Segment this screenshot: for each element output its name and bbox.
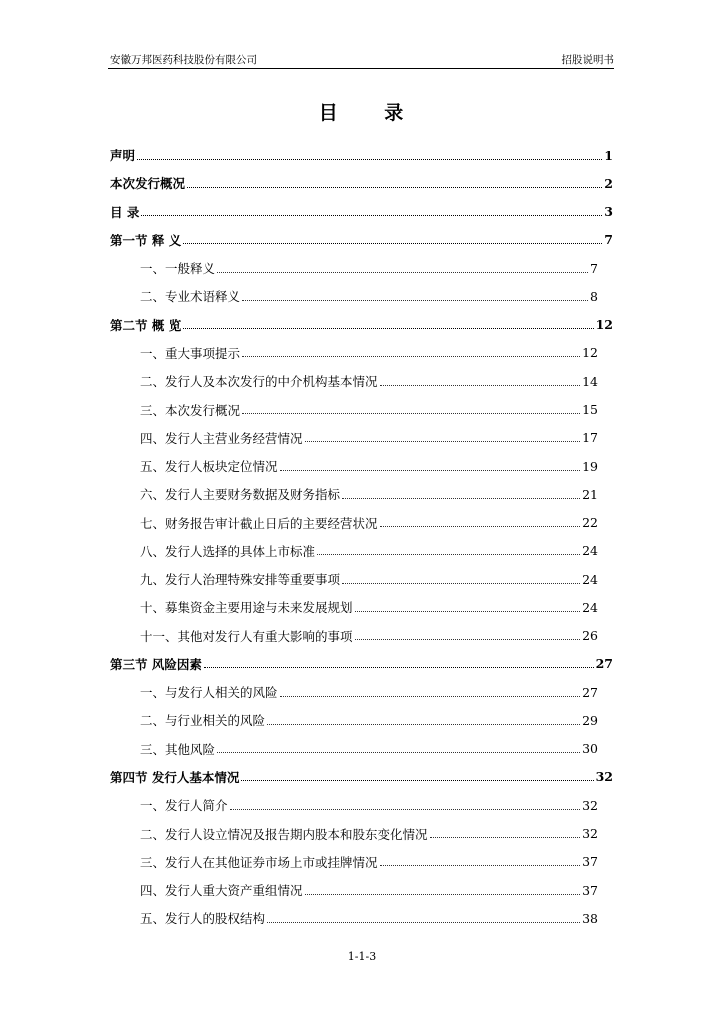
toc-subsection-entry[interactable] [110,593,598,621]
toc-entry-page: 37 [582,854,598,870]
toc-entry-label: 一、与发行人相关的风险 [140,685,278,701]
dot-leader [380,526,581,527]
toc-subsection-entry[interactable] [110,254,598,282]
toc-entry-label: 五、发行人板块定位情况 [140,459,278,475]
dot-leader [430,837,581,838]
toc-entry-page: 3 [604,204,613,220]
toc-entry-page: 32 [582,826,598,841]
toc-entry-page: 29 [582,712,598,728]
toc-section-entry[interactable] [110,226,613,254]
dot-leader [380,385,581,386]
page-title: 目 录 [318,102,424,124]
toc-entry-label: 三、发行人在其他证券市场上市或挂牌情况 [140,854,378,870]
toc-entry-page: 37 [582,882,598,898]
toc-entry-page: 7 [604,232,613,248]
dot-leader [280,696,581,697]
table-of-contents [110,141,613,932]
toc-entry-page: 15 [582,402,598,418]
toc-entry-page: 19 [582,458,598,474]
toc-entry-label: 六、发行人主要财务数据及财务指标 [140,487,341,503]
toc-entry-page: 27 [595,656,613,672]
toc-entry-label: 第四节 发行人基本情况 [110,769,240,785]
toc-subsection-entry[interactable] [110,678,598,706]
toc-subsection-entry[interactable] [110,819,598,847]
toc-subsection-entry[interactable] [110,876,598,904]
dot-leader [267,922,580,923]
dot-leader [183,243,602,244]
toc-entry-label: 本次发行概况 [110,176,186,192]
dot-leader [342,498,580,499]
toc-subsection-entry[interactable] [110,508,598,536]
toc-subsection-entry[interactable] [110,282,598,310]
toc-entry-label: 十、募集资金主要用途与未来发展规划 [140,600,353,616]
toc-entry-page: 12 [595,317,613,333]
toc-entry-label: 一、重大事项提示 [140,345,241,361]
toc-entry-label: 九、发行人治理特殊安排等重要事项 [140,572,341,588]
company-name: 安徽万邦医药科技股份有限公司 [110,54,257,66]
toc-subsection-entry[interactable] [110,706,598,734]
toc-subsection-entry[interactable] [110,452,598,480]
dot-leader [241,780,593,781]
document-type: 招股说明书 [561,54,614,66]
toc-subsection-entry[interactable] [110,904,598,932]
dot-leader [137,159,602,160]
toc-section-entry[interactable] [110,169,613,197]
toc-entry-label: 七、财务报告审计截止日后的主要经营状况 [140,515,378,531]
toc-subsection-entry[interactable] [110,735,598,763]
dot-leader [141,215,602,216]
toc-subsection-entry[interactable] [110,395,598,423]
dot-leader [305,894,581,895]
toc-entry-page: 24 [582,543,598,559]
toc-entry-label: 四、发行人主营业务经营情况 [140,430,303,446]
toc-entry-label: 三、其他风险 [140,741,216,757]
toc-entry-label: 声明 [110,148,136,164]
dot-leader [355,639,581,640]
toc-subsection-entry[interactable] [110,480,598,508]
toc-subsection-entry[interactable] [110,339,598,367]
toc-entry-label: 四、发行人重大资产重组情况 [140,883,303,899]
toc-entry-label: 一、发行人简介 [140,798,228,814]
toc-entry-label: 二、与行业相关的风险 [140,713,266,729]
toc-subsection-entry[interactable] [110,622,598,650]
page-header [108,50,614,69]
toc-entry-page: 24 [582,599,598,615]
dot-leader [217,752,580,753]
toc-subsection-entry[interactable] [110,791,598,819]
toc-entry-label: 三、本次发行概况 [140,402,241,418]
toc-entry-label: 目 录 [110,204,140,220]
toc-section-entry[interactable] [110,650,613,678]
toc-entry-page: 7 [590,260,598,276]
dot-leader [217,272,588,273]
toc-subsection-entry[interactable] [110,537,598,565]
toc-entry-page: 12 [582,345,598,361]
toc-entry-page: 30 [582,741,598,757]
toc-entry-label: 一、一般释义 [140,261,216,277]
dot-leader [187,187,602,188]
dot-leader [380,865,581,866]
toc-section-entry[interactable] [110,141,613,169]
toc-entry-page: 22 [582,515,598,531]
toc-section-entry[interactable] [110,198,613,226]
toc-entry-page: 24 [582,571,598,587]
dot-leader [267,724,580,725]
toc-subsection-entry[interactable] [110,367,598,395]
toc-entry-label: 二、专业术语释义 [140,289,241,305]
toc-entry-page: 21 [582,486,598,502]
toc-entry-page: 2 [604,175,613,191]
dot-leader [183,328,593,329]
dot-leader [242,300,588,301]
toc-section-entry[interactable] [110,763,613,791]
dot-leader [230,809,581,810]
toc-entry-label: 第一节 释 义 [110,232,182,248]
toc-subsection-entry[interactable] [110,848,598,876]
toc-entry-label: 第三节 风险因素 [110,656,202,672]
toc-entry-label: 二、发行人设立情况及报告期内股本和股东变化情况 [140,826,428,842]
toc-entry-label: 二、发行人及本次发行的中介机构基本情况 [140,374,378,390]
toc-entry-page: 38 [582,910,598,926]
dot-leader [305,441,581,442]
toc-entry-label: 十一、其他对发行人有重大影响的事项 [140,628,353,644]
dot-leader [204,667,594,668]
dot-leader [242,356,580,357]
toc-entry-page: 26 [582,628,598,644]
page-number: 1-1-3 [347,950,377,963]
dot-leader [355,611,581,612]
toc-entry-page: 27 [582,684,598,700]
toc-entry-page: 32 [582,797,598,813]
dot-leader [317,554,580,555]
toc-subsection-entry[interactable] [110,565,598,593]
dot-leader [280,470,581,471]
toc-entry-page: 8 [590,288,598,304]
toc-entry-page: 1 [604,147,613,163]
toc-subsection-entry[interactable] [110,424,598,452]
toc-entry-label: 五、发行人的股权结构 [140,911,266,927]
dot-leader [242,413,580,414]
toc-entry-page: 14 [582,373,598,389]
toc-section-entry[interactable] [110,311,613,339]
dot-leader [342,583,580,584]
toc-entry-page: 32 [595,769,613,785]
toc-entry-label: 第二节 概 览 [110,317,182,333]
toc-entry-label: 八、发行人选择的具体上市标准 [140,543,316,559]
toc-entry-page: 17 [582,430,598,446]
